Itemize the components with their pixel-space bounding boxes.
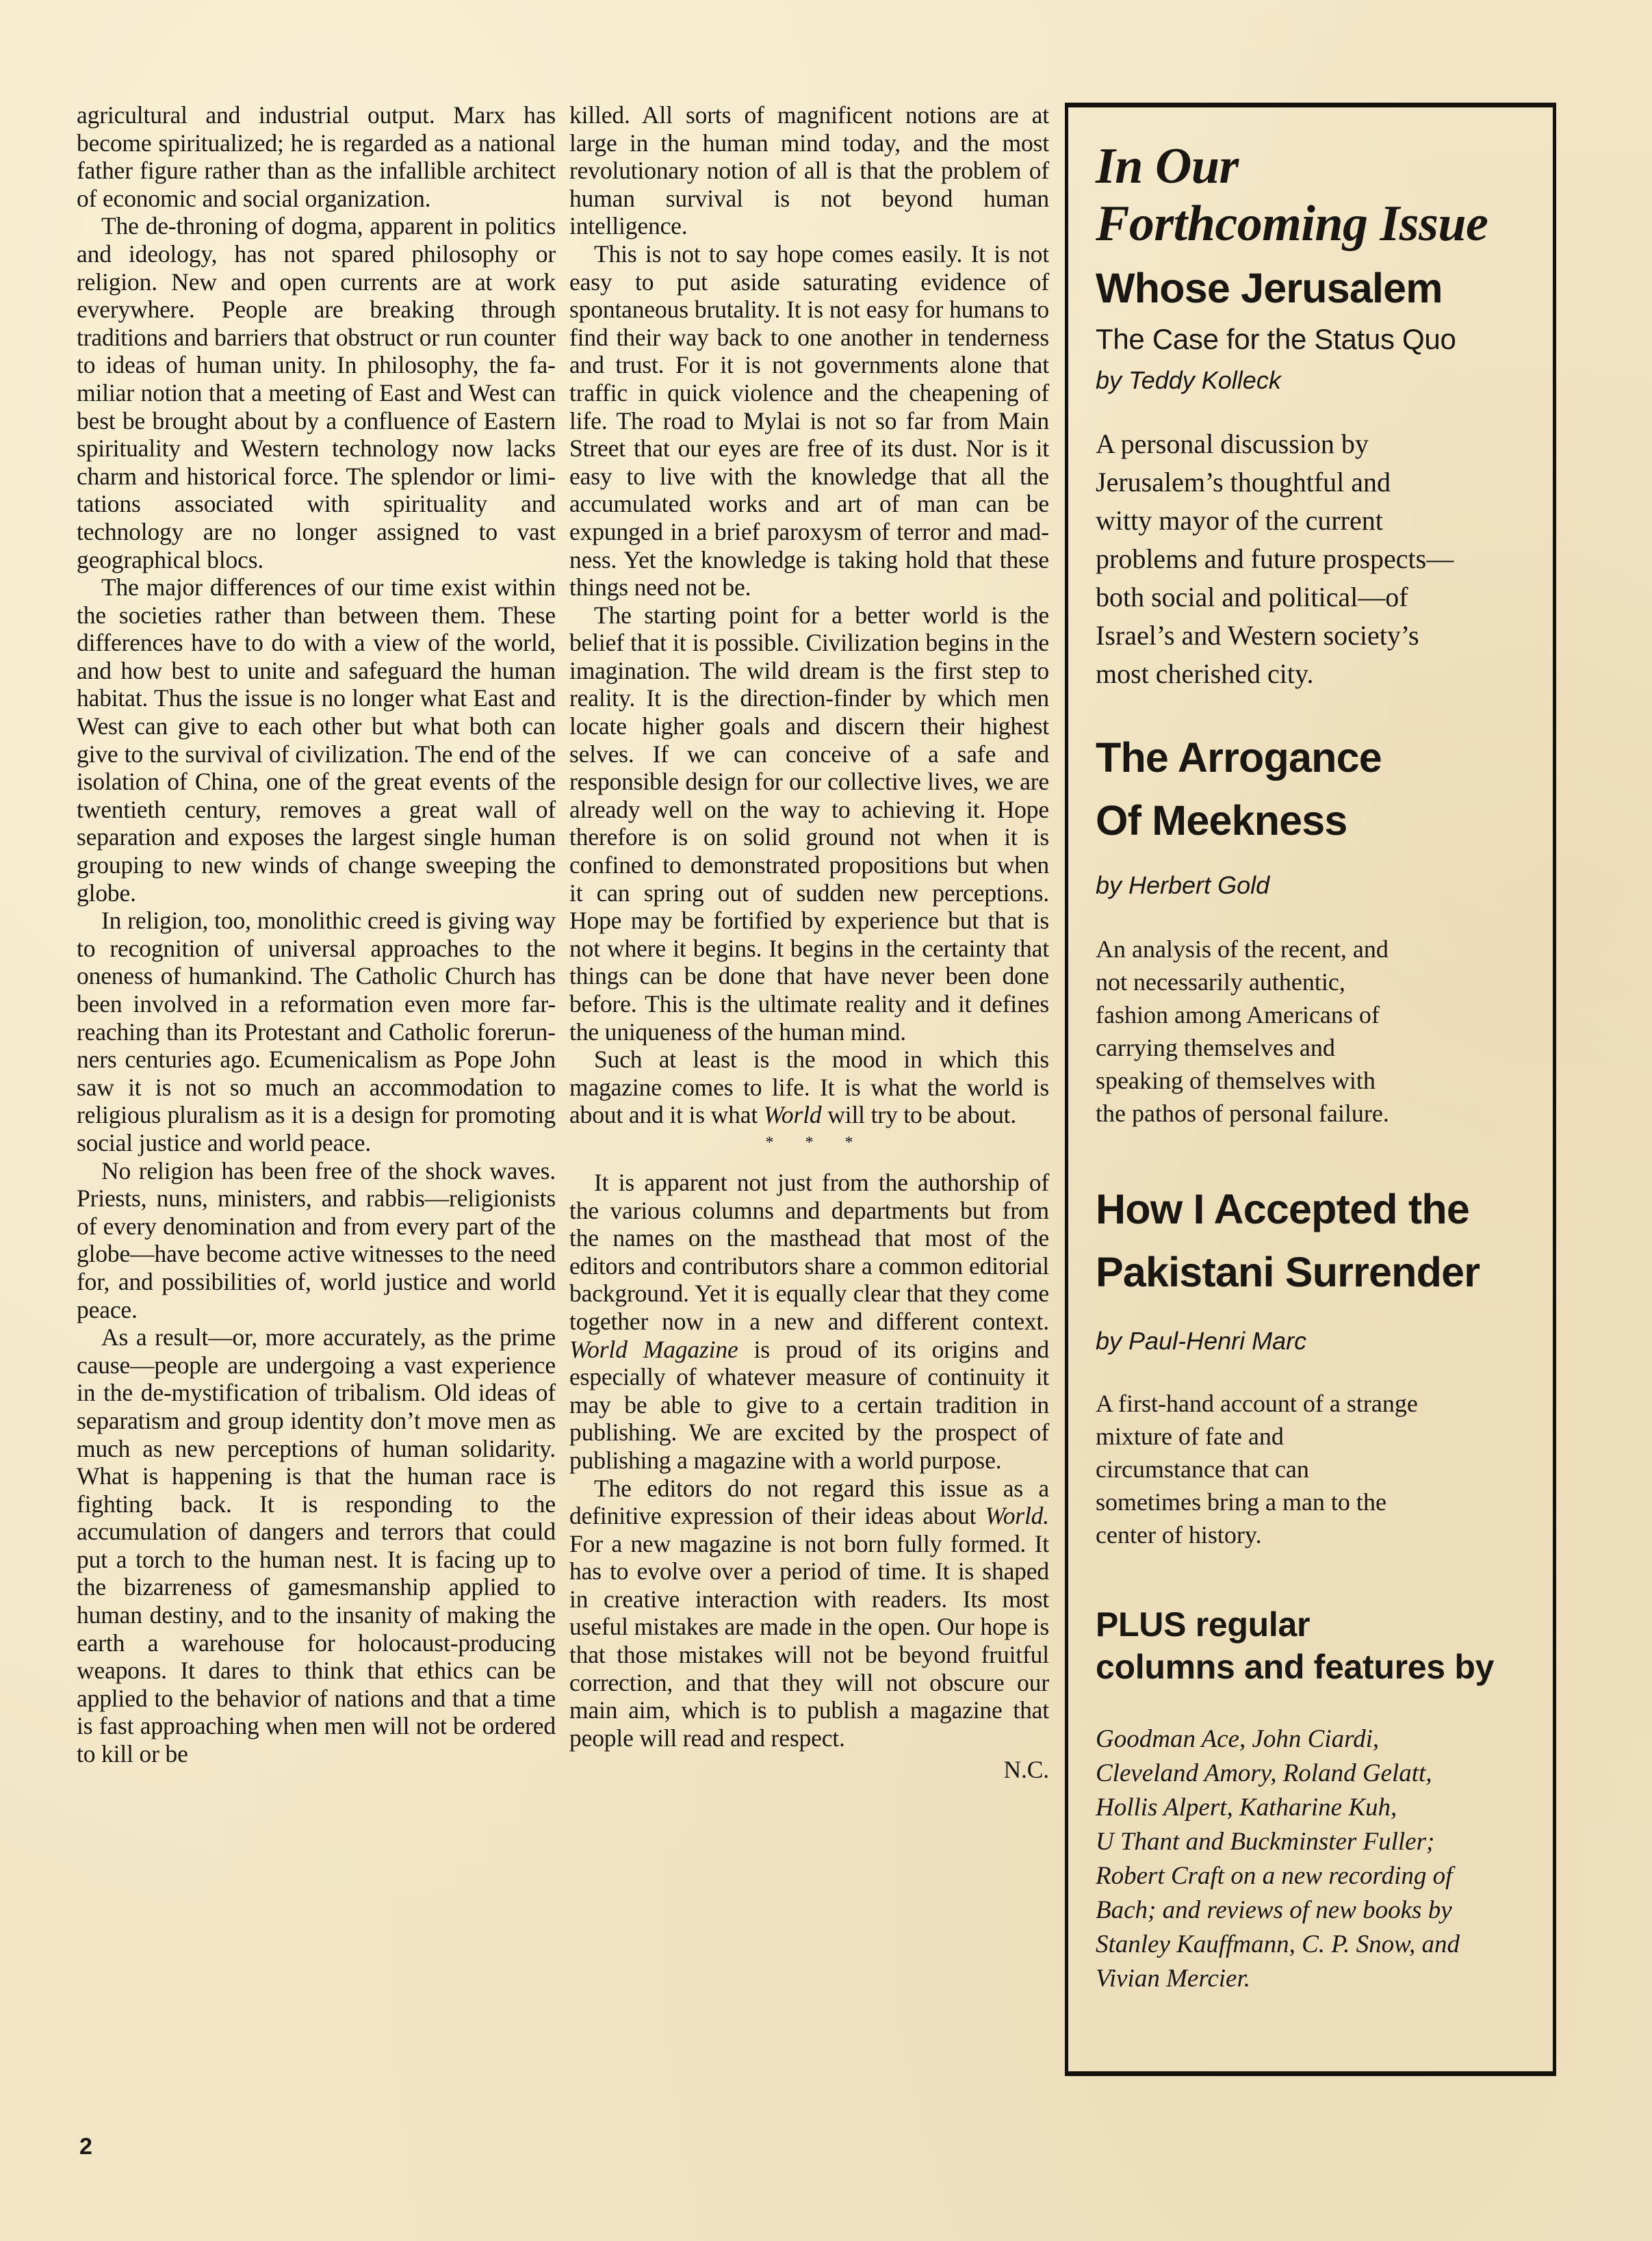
- page-number: 2: [79, 2134, 92, 2160]
- paragraph: agricultural and industrial output. Marx has become spiritualized; he is regarded as a national father figure rather than as the infallible architect of economic and social organization.: [77, 101, 556, 212]
- author-signature: N.C.: [1003, 1756, 1049, 1784]
- heading-line: In Our: [1096, 138, 1239, 194]
- magazine-title-italic: World.: [985, 1502, 1049, 1530]
- contributor-line: Cleveland Amory, Roland Gelatt,: [1096, 1759, 1432, 1787]
- blurb-line: Israel’s and Western society’s: [1096, 620, 1419, 651]
- paragraph: The major differences of our time exist within the societies rather than between them. These differences have to do with a view of the world, and how best to unite and safeguard the human habitat. Thus the issue is no longer what East and West can give to each other but what both can give to the survival of civilization. The end of the isolation of China, one of the great events of the twentieth century, removes a great wall of separation and exposes the largest single human grouping to new winds of change sweeping the globe.: [77, 573, 556, 907]
- forthcoming-issue-box: [1065, 103, 1556, 2076]
- paragraph: The de-throning of dogma, apparent in politics and ideology, has not spared philosophy or religion. New and open currents are at work everywhere. People are breaking through traditions and barriers that obstruct or run counter to ideas of human unity. In philosophy, the familiar notion that a meeting of East and West can best be brought about by a confluence of Eastern spirituality and Western technology now lacks charm and historical force. The splendor or limitations associated with spirituality and technology are no longer assigned to vast geographical blocs.: [77, 212, 556, 573]
- blurb-line: center of history.: [1096, 1521, 1262, 1549]
- feature-whose-jerusalem: [1096, 257, 1539, 693]
- contributor-list: [1096, 1722, 1539, 1996]
- title-line: The Arrogance: [1096, 734, 1382, 781]
- blurb-line: the pathos of personal failure.: [1096, 1100, 1389, 1127]
- feature-pakistani-surrender: [1096, 1178, 1539, 1551]
- paragraph: In religion, too, monolithic creed is giving way to recognition of universal approaches to the oneness of humankind. The Catholic Church has been involved in a reformation even more far-reaching than its Protestant and Catholic forerunners centuries ago. Ecumenicalism as Pope John saw it is not so much an accommodation to religious pluralism as it is a design for promoting social justice and world peace.: [77, 907, 556, 1156]
- title-line: Pakistani Surrender: [1096, 1249, 1480, 1295]
- contributor-line: Goodman Ace, John Ciardi,: [1096, 1725, 1380, 1753]
- paragraph: [569, 1046, 1049, 1129]
- text-run: The editors do not regard this issue as a definitive expression of their ideas about: [569, 1474, 1049, 1530]
- feature-blurb: [1096, 933, 1539, 1130]
- blurb-line: both social and political—of: [1096, 582, 1408, 612]
- text-run: For a new magazine is not born fully formed. It has to evolve over a period of time. It is shaped in creative interaction with readers. Its most useful mistakes are made in the open. Our hope is that those mistakes will not be beyond fruitful correction, and that they will not obscure our main aim, which is to publish a magazine that people will read and respect.: [569, 1529, 1049, 1752]
- paragraph: As a result—or, more accurately, as the prime cause—people are undergoing a vast experience in the de-mystification of tribalism. Old ideas of separatism and group identity don’t move men as much as new perceptions of human solidarity. What is happening is that the human race is fighting back. It is responding to the accumulation of dangers and terrors that could put a torch to the human nest. It is facing up to the bizarreness of gamesmanship applied to human destiny, and to the insanity of making the earth a warehouse for holocaust-producing weapons. It dares to think that ethics can be applied to the behavior of nations and that a time is fast approaching when men will not be ordered to kill or be: [77, 1323, 556, 1768]
- text-run: Such at least is the mood in which this magazine comes to life. It is what the world is about and it is what: [569, 1046, 1049, 1129]
- contributor-line: Robert Craft on a new recording of: [1096, 1862, 1453, 1890]
- blurb-line: carrying themselves and: [1096, 1034, 1335, 1061]
- paragraph: This is not to say hope comes easily. It is not easy to put aside saturating evidence of spontaneous brutality. It is not easy for humans to find their way back to one another in tenderness and trust. For it is not governments alone that traffic in quick violence and the cheapening of life. The road to Mylai is not so far from Main Street that our eyes are free of its dust. Nor is it easy to live with the knowledge that all the accumulated works and art of man can be expunged in a brief paroxysm of terror and madness. Yet the knowledge is taking hold that these things need not be.: [569, 239, 1049, 601]
- blurb-line: Jerusalem’s thoughtful and: [1096, 467, 1391, 497]
- contributor-line: Bach; and reviews of new books by: [1096, 1896, 1452, 1924]
- contributor-line: U Thant and Buckminster Fuller;: [1096, 1828, 1435, 1856]
- magazine-title-italic: World Magazine: [569, 1335, 738, 1363]
- title-line: Of Meekness: [1096, 797, 1347, 844]
- heading-line: PLUS regular: [1096, 1605, 1311, 1644]
- contributor-line: Hollis Alpert, Katharine Kuh,: [1096, 1793, 1397, 1822]
- text-run: is proud of its origins and especially of whatever measure of continuity it may be able to give to a certain tradition in publishing. We are excited by the prospect of publishing a magazine with a world purpose.: [569, 1335, 1049, 1474]
- blurb-line: sometimes bring a man to the: [1096, 1488, 1386, 1516]
- blurb-line: not necessarily authentic,: [1096, 968, 1345, 996]
- box-heading: [1096, 138, 1539, 252]
- feature-byline: by Teddy Kolleck: [1096, 366, 1281, 394]
- feature-subtitle: The Case for the Status Quo: [1096, 323, 1456, 355]
- magazine-title-italic: World: [763, 1101, 822, 1129]
- blurb-line: mixture of fate and: [1096, 1423, 1284, 1450]
- editorial-column-2: [569, 101, 1049, 1784]
- paragraph: [569, 1169, 1049, 1475]
- paragraph: The starting point for a better world is the belief that it is possible. Civilization begins in the imagination. The wild dream is the first step to reality. It is the direction-finder by which men locate higher goals and discern their highest selves. If we can conceive of a safe and responsible design for our collective lives, we are already well on the way to achieving it. Hope therefore is on solid ground not when it is confined to demonstrated propositions but when it can spring out of sudden new perceptions. Hope may be fortified by experience but that is not where it begins. It begins in the certainty that things can be done that have never been done before. This is the ultimate reality and it defines the uniqueness of the human mind.: [569, 601, 1049, 1046]
- feature-title: [1096, 726, 1539, 852]
- blurb-line: most cherished city.: [1096, 658, 1314, 689]
- title-line: How I Accepted the: [1096, 1186, 1469, 1232]
- plus-regular-columns: [1096, 1603, 1539, 1996]
- feature-byline: by Herbert Gold: [1096, 871, 1270, 899]
- heading-line: columns and features by: [1096, 1648, 1495, 1686]
- blurb-line: fashion among Americans of: [1096, 1001, 1380, 1028]
- feature-blurb: [1096, 425, 1539, 693]
- feature-blurb: [1096, 1387, 1539, 1551]
- feature-byline: by Paul-Henri Marc: [1096, 1327, 1307, 1355]
- blurb-line: speaking of themselves with: [1096, 1067, 1376, 1094]
- contributor-line: Stanley Kauffmann, C. P. Snow, and: [1096, 1930, 1460, 1958]
- blurb-line: A personal discussion by: [1096, 428, 1369, 459]
- editorial-column-1: [77, 101, 556, 1768]
- blurb-line: witty mayor of the current: [1096, 505, 1383, 536]
- blurb-line: An analysis of the recent, and: [1096, 935, 1389, 963]
- text-run: will try to be about.: [821, 1101, 1017, 1129]
- blurb-line: A first-hand account of a strange: [1096, 1390, 1418, 1417]
- feature-title: [1096, 257, 1539, 320]
- text-run: It is apparent not just from the authorship of the various columns and departments but from the names on the masthead that most of the editors and contributors share a common editorial background. Yet it is equally clear that they come together now in a new and different context.: [569, 1168, 1049, 1335]
- feature-arrogance-of-meekness: [1096, 726, 1539, 1130]
- blurb-line: problems and future prospects—: [1096, 543, 1454, 574]
- contributor-line: Vivian Mercier.: [1096, 1965, 1251, 1993]
- paragraph: [569, 1475, 1049, 1752]
- title-line: Whose Jerusalem: [1096, 265, 1443, 311]
- feature-title: [1096, 1178, 1539, 1304]
- blurb-line: circumstance that can: [1096, 1455, 1309, 1483]
- heading-line: Forthcoming Issue: [1096, 196, 1488, 252]
- plus-heading: [1096, 1603, 1539, 1688]
- paragraph: killed. All sorts of magnificent notions are at large in the human mind today, and the most revolutionary notion of all is that the problem of human survival is not beyond human intelligence.: [569, 101, 1049, 240]
- section-separator: ***: [765, 1133, 885, 1152]
- paragraph: No religion has been free of the shock waves. Priests, nuns, ministers, and rabbis—religionists of every denomination and from every part of the globe—have become active witnesses to the need for, and possibilities of, world justice and world peace.: [77, 1156, 556, 1323]
